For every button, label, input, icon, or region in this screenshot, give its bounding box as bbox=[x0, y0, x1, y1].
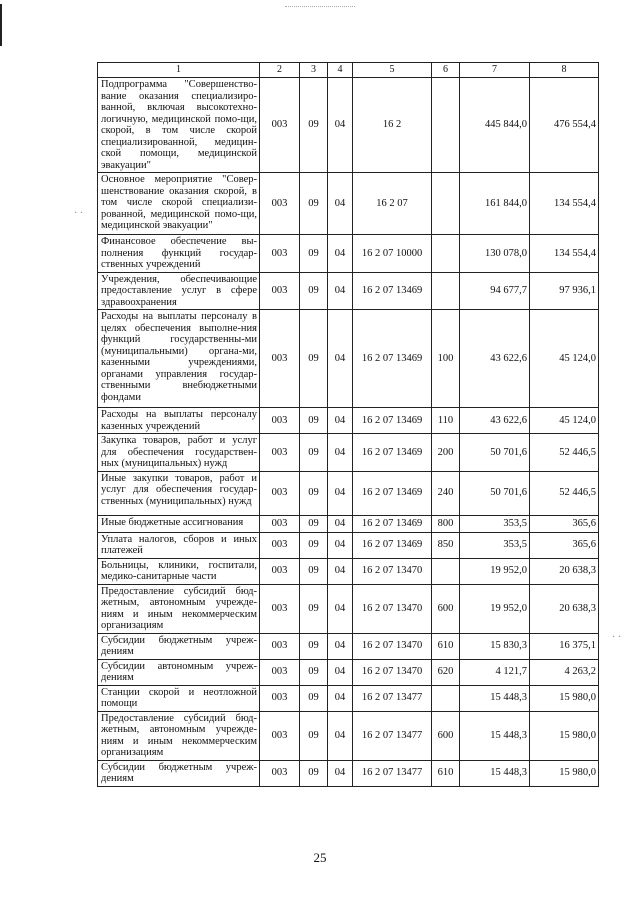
ministry-code: 003 bbox=[260, 235, 300, 273]
scan-artifact-mark: · · bbox=[612, 632, 622, 643]
target-code: 16 2 07 13469 bbox=[353, 532, 432, 558]
table-row bbox=[98, 760, 599, 786]
header-cell: 5 bbox=[353, 63, 432, 78]
section-code: 09 bbox=[300, 685, 328, 711]
section-code: 09 bbox=[300, 659, 328, 685]
table-row bbox=[98, 471, 599, 515]
ministry-code: 003 bbox=[260, 408, 300, 434]
table-row bbox=[98, 408, 599, 434]
section-code: 09 bbox=[300, 78, 328, 173]
section-code: 09 bbox=[300, 515, 328, 532]
section-code: 09 bbox=[300, 760, 328, 786]
amount-year1: 353,5 bbox=[460, 532, 530, 558]
row-name: Учреждения, обеспечивающие предоставление услуг в сфере здравоохранения bbox=[98, 272, 260, 310]
table-row bbox=[98, 272, 599, 310]
amount-year2: 52 446,5 bbox=[530, 471, 599, 515]
section-code: 09 bbox=[300, 173, 328, 235]
amount-year1: 161 844,0 bbox=[460, 173, 530, 235]
row-name: Уплата налогов, сборов и иных платежей bbox=[98, 532, 260, 558]
row-name: Финансовое обеспечение вы-полнения функций государ-ственных учреждений bbox=[98, 235, 260, 273]
table-row bbox=[98, 515, 599, 532]
amount-year1: 19 952,0 bbox=[460, 584, 530, 633]
expense-type-code: 240 bbox=[432, 471, 460, 515]
table-row bbox=[98, 173, 599, 235]
section-code: 09 bbox=[300, 235, 328, 273]
row-name: Субсидии бюджетным учреж-дениям bbox=[98, 760, 260, 786]
subsection-code: 04 bbox=[328, 760, 353, 786]
section-code: 09 bbox=[300, 711, 328, 760]
amount-year1: 50 701,6 bbox=[460, 471, 530, 515]
amount-year2: 134 554,4 bbox=[530, 235, 599, 273]
ministry-code: 003 bbox=[260, 558, 300, 584]
amount-year2: 45 124,0 bbox=[530, 310, 599, 408]
target-code: 16 2 07 13477 bbox=[353, 760, 432, 786]
expense-type-code: 100 bbox=[432, 310, 460, 408]
amount-year1: 19 952,0 bbox=[460, 558, 530, 584]
ministry-code: 003 bbox=[260, 760, 300, 786]
amount-year2: 476 554,4 bbox=[530, 78, 599, 173]
expense-type-code bbox=[432, 173, 460, 235]
row-name: Станции скорой и неотложной помощи bbox=[98, 685, 260, 711]
amount-year2: 20 638,3 bbox=[530, 558, 599, 584]
row-name: Субсидии бюджетным учреж-дениям bbox=[98, 633, 260, 659]
table-row bbox=[98, 78, 599, 173]
amount-year1: 50 701,6 bbox=[460, 434, 530, 472]
ministry-code: 003 bbox=[260, 532, 300, 558]
table-row bbox=[98, 532, 599, 558]
amount-year2: 45 124,0 bbox=[530, 408, 599, 434]
ministry-code: 003 bbox=[260, 310, 300, 408]
ministry-code: 003 bbox=[260, 659, 300, 685]
target-code: 16 2 07 10000 bbox=[353, 235, 432, 273]
amount-year1: 94 677,7 bbox=[460, 272, 530, 310]
ministry-code: 003 bbox=[260, 584, 300, 633]
section-code: 09 bbox=[300, 310, 328, 408]
subsection-code: 04 bbox=[328, 685, 353, 711]
table-header-row bbox=[98, 63, 599, 78]
row-name: Иные закупки товаров, работ и услуг для обеспечения государ-ственных (муниципальных) нужд bbox=[98, 471, 260, 515]
amount-year2: 15 980,0 bbox=[530, 685, 599, 711]
expense-type-code: 850 bbox=[432, 532, 460, 558]
ministry-code: 003 bbox=[260, 711, 300, 760]
target-code: 16 2 07 13470 bbox=[353, 558, 432, 584]
section-code: 09 bbox=[300, 272, 328, 310]
header-cell: 8 bbox=[530, 63, 599, 78]
amount-year2: 97 936,1 bbox=[530, 272, 599, 310]
table-row bbox=[98, 633, 599, 659]
subsection-code: 04 bbox=[328, 471, 353, 515]
target-code: 16 2 07 13469 bbox=[353, 515, 432, 532]
expense-type-code: 620 bbox=[432, 659, 460, 685]
ministry-code: 003 bbox=[260, 471, 300, 515]
subsection-code: 04 bbox=[328, 711, 353, 760]
expense-type-code: 110 bbox=[432, 408, 460, 434]
ministry-code: 003 bbox=[260, 272, 300, 310]
subsection-code: 04 bbox=[328, 272, 353, 310]
table-row bbox=[98, 558, 599, 584]
target-code: 16 2 07 13469 bbox=[353, 310, 432, 408]
amount-year1: 15 830,3 bbox=[460, 633, 530, 659]
expense-type-code bbox=[432, 78, 460, 173]
row-name: Иные бюджетные ассигнования bbox=[98, 515, 260, 532]
section-code: 09 bbox=[300, 558, 328, 584]
amount-year2: 20 638,3 bbox=[530, 584, 599, 633]
target-code: 16 2 07 13469 bbox=[353, 272, 432, 310]
expense-type-code bbox=[432, 685, 460, 711]
page-number: 25 bbox=[313, 850, 327, 865]
header-cell: 3 bbox=[300, 63, 328, 78]
amount-year2: 15 980,0 bbox=[530, 760, 599, 786]
amount-year2: 365,6 bbox=[530, 515, 599, 532]
row-name: Больницы, клиники, госпитали, медико-санитарные части bbox=[98, 558, 260, 584]
expense-type-code: 600 bbox=[432, 711, 460, 760]
table-row bbox=[98, 434, 599, 472]
subsection-code: 04 bbox=[328, 408, 353, 434]
expense-type-code: 610 bbox=[432, 760, 460, 786]
target-code: 16 2 07 13477 bbox=[353, 711, 432, 760]
subsection-code: 04 bbox=[328, 515, 353, 532]
row-name: Закупка товаров, работ и услуг для обеспечения государствен-ных (муниципальных) нужд bbox=[98, 434, 260, 472]
expense-type-code: 800 bbox=[432, 515, 460, 532]
header-cell: 2 bbox=[260, 63, 300, 78]
section-code: 09 bbox=[300, 471, 328, 515]
target-code: 16 2 07 bbox=[353, 173, 432, 235]
ministry-code: 003 bbox=[260, 515, 300, 532]
target-code: 16 2 07 13470 bbox=[353, 633, 432, 659]
table-row bbox=[98, 310, 599, 408]
amount-year1: 130 078,0 bbox=[460, 235, 530, 273]
table-row bbox=[98, 711, 599, 760]
section-code: 09 bbox=[300, 633, 328, 659]
amount-year2: 52 446,5 bbox=[530, 434, 599, 472]
row-name: Расходы на выплаты персоналу в целях обеспечения выполне-ния функций государственны-ми (муниципальными) органа-ми, казенными учреждениями, органами управления государ-ственными внебюджетными фондами bbox=[98, 310, 260, 408]
expense-type-code bbox=[432, 235, 460, 273]
row-name: Предоставление субсидий бюд-жетным, автономным учрежде-ниям и иным некоммерческим организациям bbox=[98, 584, 260, 633]
amount-year1: 15 448,3 bbox=[460, 760, 530, 786]
scan-artifact-line bbox=[285, 6, 355, 7]
ministry-code: 003 bbox=[260, 78, 300, 173]
amount-year2: 134 554,4 bbox=[530, 173, 599, 235]
row-name: Подпрограмма "Совершенство-вание оказания специализиро-ванной, включая высокотехно-логичную, медицинской помо-щи, скорой, в том числе скорой специализированной, медицин-ской помощи, медицинской эвакуации" bbox=[98, 78, 260, 173]
subsection-code: 04 bbox=[328, 173, 353, 235]
target-code: 16 2 07 13470 bbox=[353, 584, 432, 633]
row-name: Предоставление субсидий бюд-жетным, автономным учрежде-ниям и иным некоммерческим организациям bbox=[98, 711, 260, 760]
subsection-code: 04 bbox=[328, 78, 353, 173]
target-code: 16 2 07 13469 bbox=[353, 434, 432, 472]
subsection-code: 04 bbox=[328, 310, 353, 408]
table-row bbox=[98, 235, 599, 273]
scan-artifact-mark: · · bbox=[74, 208, 84, 219]
amount-year1: 43 622,6 bbox=[460, 310, 530, 408]
subsection-code: 04 bbox=[328, 532, 353, 558]
amount-year1: 15 448,3 bbox=[460, 711, 530, 760]
amount-year1: 4 121,7 bbox=[460, 659, 530, 685]
section-code: 09 bbox=[300, 532, 328, 558]
target-code: 16 2 bbox=[353, 78, 432, 173]
target-code: 16 2 07 13470 bbox=[353, 659, 432, 685]
amount-year1: 43 622,6 bbox=[460, 408, 530, 434]
subsection-code: 04 bbox=[328, 659, 353, 685]
subsection-code: 04 bbox=[328, 235, 353, 273]
section-code: 09 bbox=[300, 584, 328, 633]
row-name: Субсидии автономным учреж-дениям bbox=[98, 659, 260, 685]
amount-year1: 15 448,3 bbox=[460, 685, 530, 711]
ministry-code: 003 bbox=[260, 633, 300, 659]
amount-year2: 365,6 bbox=[530, 532, 599, 558]
ministry-code: 003 bbox=[260, 685, 300, 711]
expense-type-code bbox=[432, 558, 460, 584]
target-code: 16 2 07 13469 bbox=[353, 408, 432, 434]
amount-year1: 445 844,0 bbox=[460, 78, 530, 173]
expense-type-code: 610 bbox=[432, 633, 460, 659]
subsection-code: 04 bbox=[328, 584, 353, 633]
scan-edge-mark bbox=[0, 4, 2, 46]
budget-table bbox=[97, 62, 599, 787]
amount-year2: 15 980,0 bbox=[530, 711, 599, 760]
expense-type-code bbox=[432, 272, 460, 310]
ministry-code: 003 bbox=[260, 173, 300, 235]
target-code: 16 2 07 13469 bbox=[353, 471, 432, 515]
subsection-code: 04 bbox=[328, 558, 353, 584]
expense-type-code: 200 bbox=[432, 434, 460, 472]
subsection-code: 04 bbox=[328, 633, 353, 659]
target-code: 16 2 07 13477 bbox=[353, 685, 432, 711]
header-cell: 4 bbox=[328, 63, 353, 78]
ministry-code: 003 bbox=[260, 434, 300, 472]
amount-year1: 353,5 bbox=[460, 515, 530, 532]
row-name: Основное мероприятие "Совер-шенствование оказания скорой, в том числе скорой специализи-рованной, медицинской помо-щи, медицинской эвакуации" bbox=[98, 173, 260, 235]
row-name: Расходы на выплаты персоналу казенных учреждений bbox=[98, 408, 260, 434]
expense-type-code: 600 bbox=[432, 584, 460, 633]
table-row bbox=[98, 584, 599, 633]
table-row bbox=[98, 659, 599, 685]
header-cell: 6 bbox=[432, 63, 460, 78]
section-code: 09 bbox=[300, 408, 328, 434]
table-row bbox=[98, 685, 599, 711]
subsection-code: 04 bbox=[328, 434, 353, 472]
header-cell: 7 bbox=[460, 63, 530, 78]
amount-year2: 4 263,2 bbox=[530, 659, 599, 685]
amount-year2: 16 375,1 bbox=[530, 633, 599, 659]
section-code: 09 bbox=[300, 434, 328, 472]
header-cell: 1 bbox=[98, 63, 260, 78]
